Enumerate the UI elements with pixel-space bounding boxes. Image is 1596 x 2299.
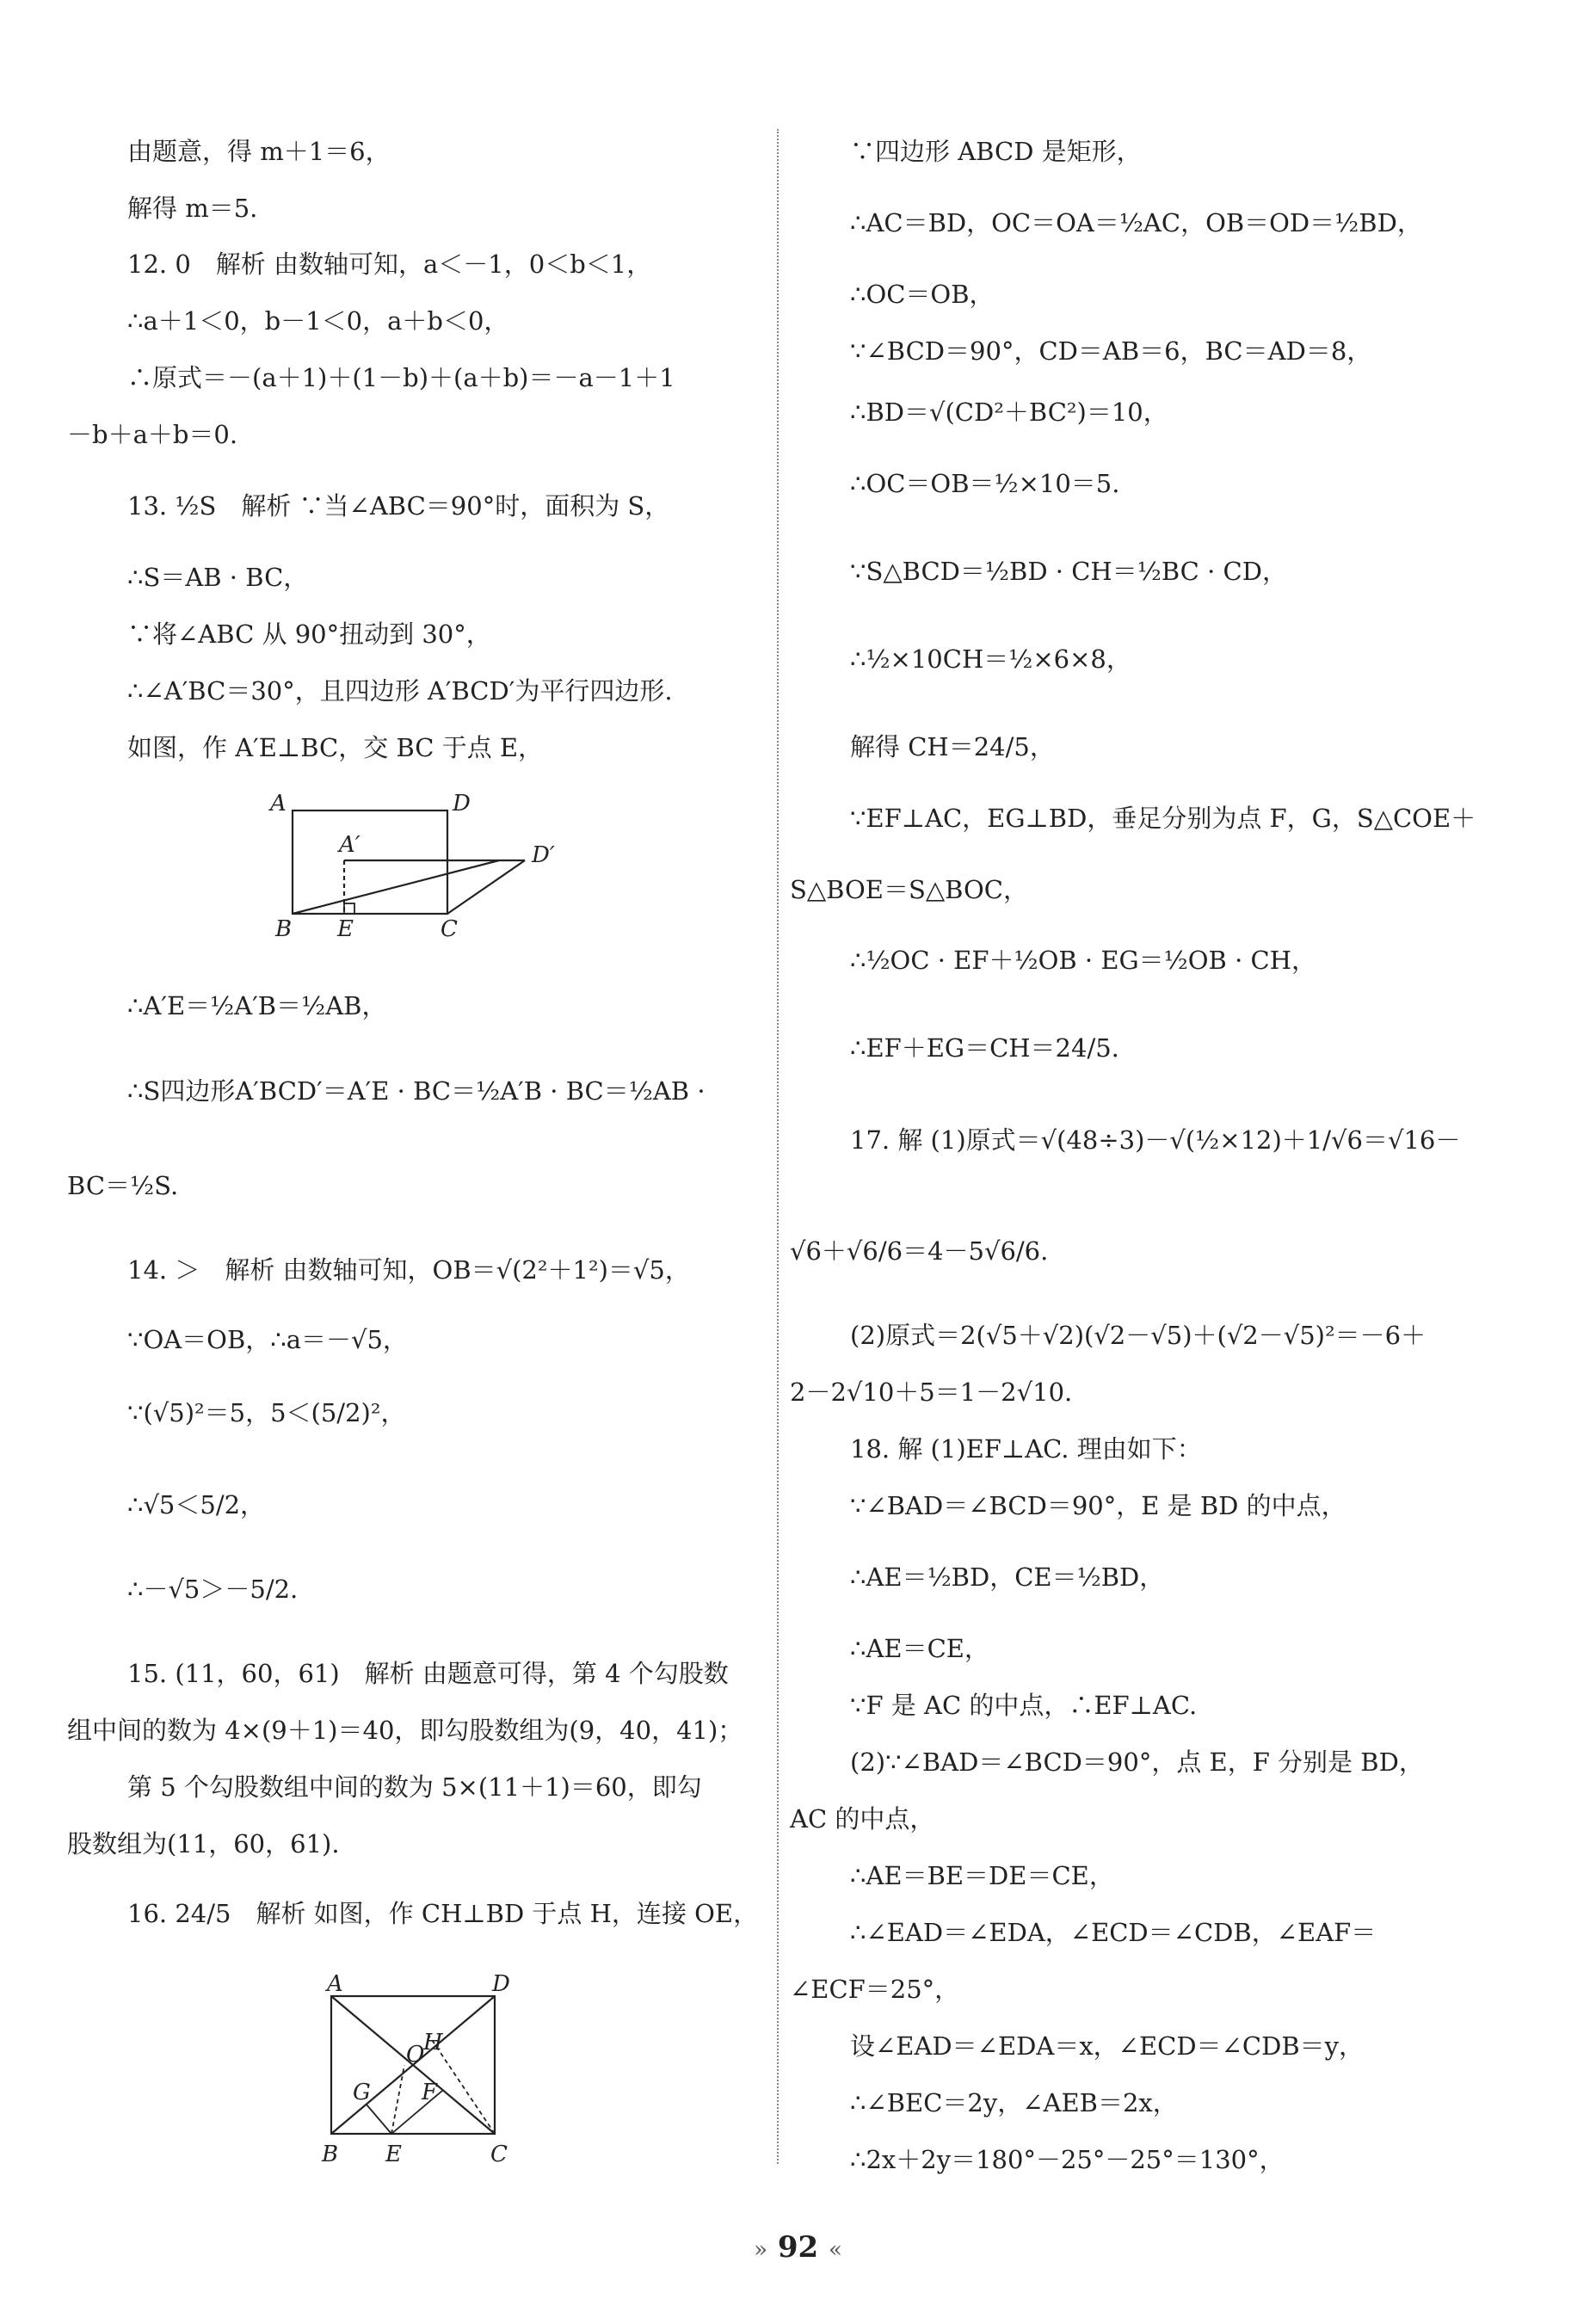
text-line: ∵EF⊥AC，EG⊥BD，垂足分别为点 F，G，S△COE＋: [850, 804, 1476, 833]
text-line: 2－2√10＋5＝1－2√10.: [790, 1378, 1073, 1407]
text-line: 组中间的数为 4×(9＋1)＝40，即勾股数组为(9，40，41)；: [67, 1716, 743, 1745]
text-line: ∵四边形 ABCD 是矩形，: [850, 137, 1142, 166]
text-line: ∴√5＜5/2，: [127, 1490, 266, 1519]
label-O: O: [406, 2042, 425, 2068]
text-line: 16. 24/5 解析 如图，作 CH⊥BD 于点 H，连接 OE，: [127, 1899, 759, 1928]
text-line: ∴AE＝CE，: [850, 1634, 989, 1663]
text-line: ∴OC＝OB＝½×10＝5.: [850, 469, 1120, 498]
text-line: ∴S四边形A′BCD′＝A′E · BC＝½A′B · BC＝½AB ·: [127, 1076, 706, 1106]
label-A: A: [327, 1971, 343, 1997]
page-number: [0, 2230, 1596, 2265]
text-line: 解得 CH＝24/5，: [850, 732, 1055, 761]
text-line: ∴A′E＝½A′B＝½AB，: [127, 991, 387, 1020]
text-line: ∴∠EAD＝∠EDA，∠ECD＝∠CDB，∠EAF＝: [850, 1918, 1377, 1947]
text-line: ∴AC＝BD，OC＝OA＝½AC，OB＝OD＝½BD，: [850, 208, 1422, 237]
label-F: F: [422, 2080, 438, 2105]
text-line: 12. 0 解析 由数轴可知，a＜－1，0＜b＜1，: [127, 250, 652, 279]
text-line: ∵S△BCD＝½BD · CH＝½BC · CD，: [850, 557, 1287, 586]
text-line: ∵(√5)²＝5，5＜(5/2)²，: [127, 1398, 406, 1427]
label-G: G: [353, 2080, 371, 2105]
text-line: ∴－√5＞－5/2.: [127, 1575, 299, 1604]
text-line: ∵OA＝OB，∴a＝－√5，: [127, 1325, 408, 1354]
text-line: ∴原式＝－(a＋1)＋(1－b)＋(a＋b)＝－a－1＋1: [127, 363, 675, 392]
label-E: E: [337, 916, 354, 942]
figure-parallelogram: [258, 792, 585, 942]
text-line: ∴BD＝√(CD²＋BC²)＝10，: [850, 398, 1168, 427]
text-line: ∴∠A′BC＝30°，且四边形 A′BCD′为平行四边形.: [127, 676, 673, 706]
text-line: ∵F 是 AC 的中点，∴EF⊥AC.: [850, 1691, 1198, 1720]
text-line: 由题意，得 m＋1＝6，: [127, 137, 391, 166]
text-line: 18. 解 (1)EF⊥AC. 理由如下：: [850, 1434, 1202, 1464]
text-line: ∴½×10CH＝½×6×8，: [850, 644, 1131, 674]
text-line: √6＋√6/6＝4－5√6/6.: [790, 1236, 1049, 1266]
label-H: H: [423, 2030, 443, 2056]
text-line: S△BOE＝S△BOC，: [790, 875, 1028, 904]
text-line: ∴OC＝OB，: [850, 280, 995, 309]
text-line: BC＝½S.: [67, 1171, 179, 1200]
label-D: D: [492, 1971, 510, 1997]
text-line: －b＋a＋b＝0.: [67, 420, 238, 449]
label-A: A: [270, 792, 287, 817]
page-number-text: 92: [777, 2230, 819, 2265]
text-line: 解得 m＝5.: [127, 194, 258, 223]
label-D: D: [453, 792, 471, 817]
label-E: E: [385, 2142, 402, 2167]
text-line: 设∠EAD＝∠EDA＝x，∠ECD＝∠CDB＝y，: [850, 2031, 1365, 2061]
text-line: ∴∠BEC＝2y，∠AEB＝2x，: [850, 2088, 1178, 2117]
text-line: 17. 解 (1)原式＝√(48÷3)－√(½×12)＋1/√6＝√16－: [850, 1125, 1461, 1155]
text-line: ∴AE＝½BD，CE＝½BD，: [850, 1562, 1165, 1592]
column-divider: [777, 129, 779, 2164]
text-line: ∴2x＋2y＝180°－25°－25°＝130°，: [850, 2145, 1285, 2174]
label-B: B: [275, 916, 293, 942]
text-line: ∵∠BAD＝∠BCD＝90°，E 是 BD 的中点，: [850, 1491, 1346, 1520]
text-line: ∴S＝AB · BC，: [127, 563, 309, 592]
figure-rectangle-diagonals: [310, 1970, 525, 2168]
text-line: (2)∵∠BAD＝∠BCD＝90°，点 E，F 分别是 BD，: [850, 1747, 1424, 1777]
text-line: ∵将∠ABC 从 90°扭动到 30°，: [127, 619, 491, 649]
text-line: 15. (11，60，61) 解析 由题意可得，第 4 个勾股数: [127, 1659, 729, 1688]
text-line: 第 5 个勾股数组中间的数为 5×(11＋1)＝60，即勾: [127, 1772, 702, 1802]
label-D-prime: D′: [532, 842, 555, 868]
text-line: (2)原式＝2(√5＋√2)(√2－√5)＋(√2－√5)²＝－6＋: [850, 1321, 1427, 1350]
text-line: 14. ＞ 解析 由数轴可知，OB＝√(2²＋1²)＝√5，: [127, 1255, 690, 1285]
text-line: ∴½OC · EF＋½OB · EG＝½OB · CH，: [850, 946, 1316, 975]
chevron-left-icon: «: [829, 2237, 842, 2263]
label-C: C: [490, 2142, 508, 2167]
chevron-right-icon: »: [754, 2237, 767, 2263]
text-line: 13. ½S 解析 ∵当∠ABC＝90°时，面积为 S，: [127, 491, 670, 521]
label-A-prime: A′: [339, 832, 360, 858]
text-line: ∵∠BCD＝90°，CD＝AB＝6，BC＝AD＝8，: [850, 336, 1372, 366]
label-B: B: [322, 2142, 339, 2167]
text-line: 股数组为(11，60，61).: [67, 1829, 340, 1858]
text-line: 如图，作 A′E⊥BC，交 BC 于点 E，: [127, 733, 544, 762]
label-C: C: [441, 916, 458, 942]
text-line: ∴AE＝BE＝DE＝CE，: [850, 1861, 1114, 1890]
text-line: ∠ECF＝25°，: [790, 1975, 960, 2004]
text-line: ∴a＋1＜0，b－1＜0，a＋b＜0，: [127, 306, 509, 336]
text-line: ∴EF＋EG＝CH＝24/5.: [850, 1033, 1119, 1063]
text-line: AC 的中点，: [790, 1804, 935, 1834]
